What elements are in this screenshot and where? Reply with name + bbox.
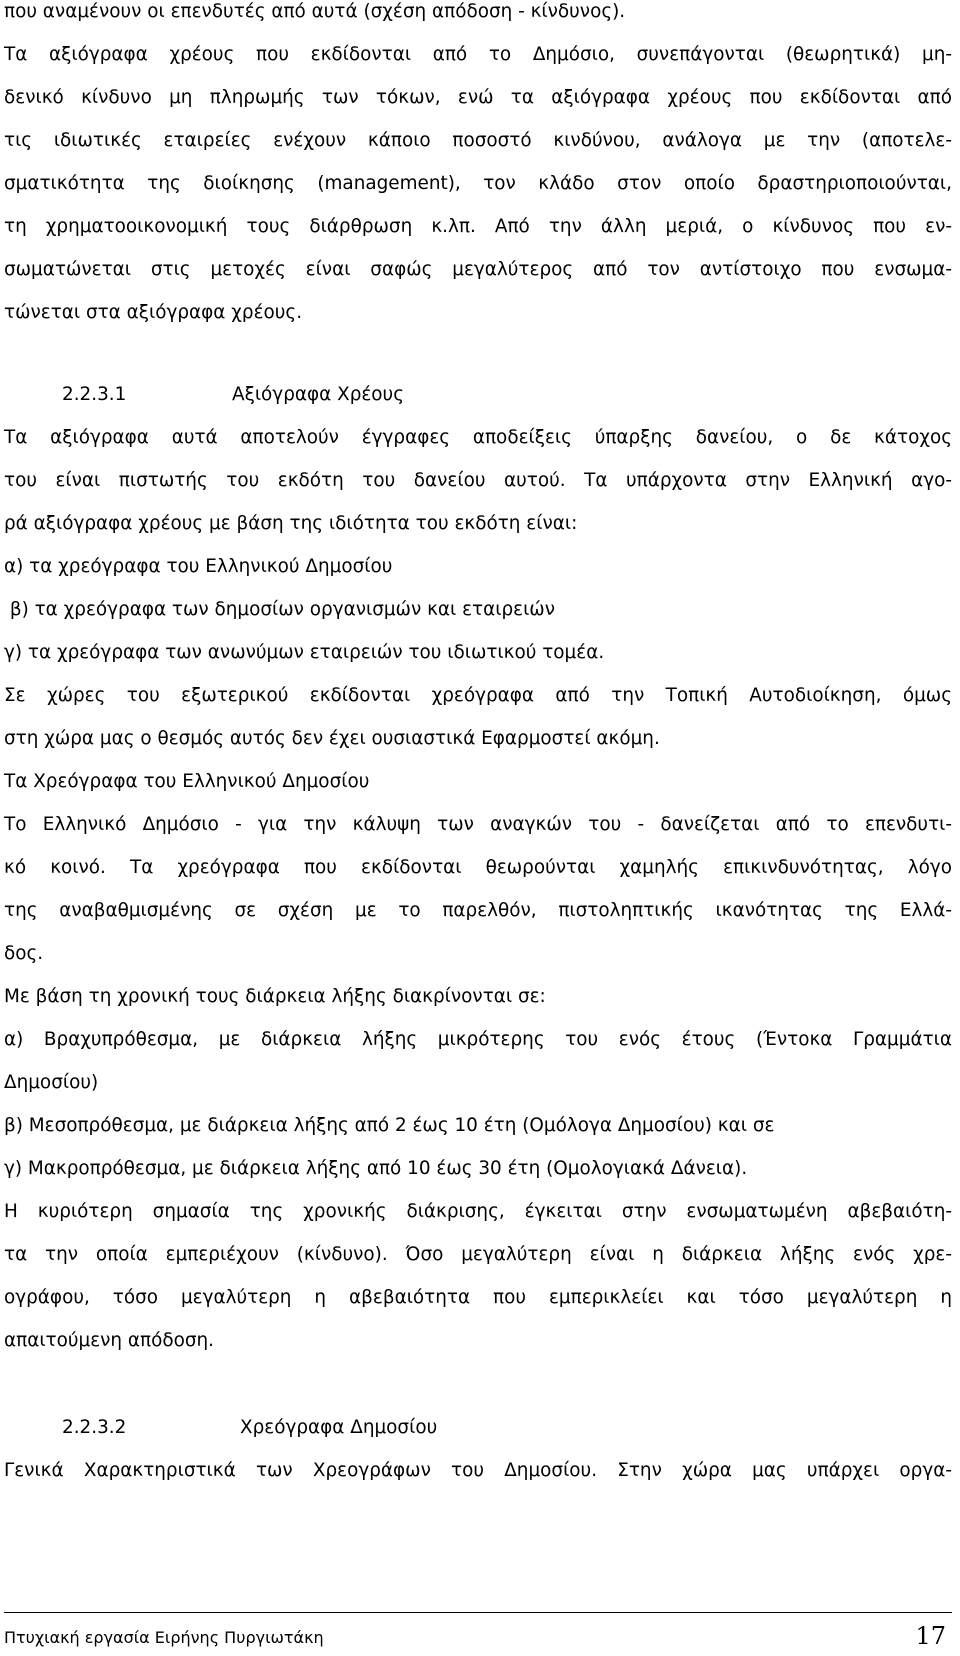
text-line: τη χρηματοοικονομική τους διάρθρωση κ.λπ. Από την άλλη μεριά, ο κίνδυνος που εν- xyxy=(4,216,952,237)
section-number: 2.2.3.1 xyxy=(62,384,127,405)
section-heading-2-2-3-2 xyxy=(4,1416,437,1440)
text-line: δος. xyxy=(4,943,44,964)
text-line: κό κοινό. Τα χρεόγραφα που εκδίδονται θεωρούνται χαμηλής επικινδυνότητας, λόγο xyxy=(4,857,952,878)
text-line: απαιτούμενη απόδοση. xyxy=(4,1330,215,1351)
list-item: γ) Μακροπρόθεσμα, με διάρκεια λήξης από 10 έως 30 έτη (Ομολογιακά Δάνεια). xyxy=(4,1158,748,1179)
text-line: του είναι πιστωτής του εκδότη του δανείου αυτού. Τα υπάρχοντα στην Ελληνική αγο- xyxy=(4,470,952,491)
text-line: της αναβαθμισμένης σε σχέση με το παρελθόν, πιστοληπτικής ικανότητας της Ελλά- xyxy=(4,900,952,921)
text-line: ρά αξιόγραφα χρέους με βάση της ιδιότητα του εκδότη είναι: xyxy=(4,513,578,534)
footer-author: Πτυχιακή εργασία Ειρήνης Πυργιωτάκη xyxy=(4,1628,324,1647)
list-item: Δημοσίου) xyxy=(4,1072,99,1093)
page-number: 17 xyxy=(915,1622,946,1650)
text-line: που αναμένουν οι επενδυτές από αυτά (σχέση απόδοση - κίνδυνος). xyxy=(4,1,626,22)
list-item: γ) τα χρεόγραφα των ανωνύμων εταιρειών του ιδιωτικού τομέα. xyxy=(4,642,605,663)
text-line: τις ιδιωτικές εταιρείες ενέχουν κάποιο ποσοστό κινδύνου, ανάλογα με την (αποτελε- xyxy=(4,130,952,151)
text-line: Σε χώρες του εξωτερικού εκδίδονται χρεόγραφα από την Τοπική Αυτοδιοίκηση, όμως xyxy=(4,685,952,706)
text-line: ογράφου, τόσο μεγαλύτερη η αβεβαιότητα που εμπερικλείει και τόσο μεγαλύτερη η xyxy=(4,1287,952,1308)
subsection-title: Τα Χρεόγραφα του Ελληνικού Δημοσίου xyxy=(4,771,370,792)
section-heading-2-2-3-1 xyxy=(4,383,404,407)
text-line: Τα αξιόγραφα χρέους που εκδίδονται από το Δημόσιο, συνεπάγονται (θεωρητικά) μη- xyxy=(4,44,952,65)
footer-rule xyxy=(4,1612,952,1613)
section-title: Αξιόγραφα Χρέους xyxy=(232,384,404,405)
text-line: Τα αξιόγραφα αυτά αποτελούν έγγραφες αποδείξεις ύπαρξης δανείου, ο δε κάτοχος xyxy=(4,427,952,448)
list-item: α) τα χρεόγραφα του Ελληνικού Δημοσίου xyxy=(4,556,393,577)
list-item: β) τα χρεόγραφα των δημοσίων οργανισμών και εταιρειών xyxy=(4,599,555,620)
text-line: Η κυριότερη σημασία της χρονικής διάκρισης, έγκειται στην ενσωματωμένη αβεβαιότη- xyxy=(4,1201,952,1222)
section-title: Χρεόγραφα Δημοσίου xyxy=(240,1417,438,1438)
text-line: Με βάση τη χρονική τους διάρκεια λήξης διακρίνονται σε: xyxy=(4,986,546,1007)
list-item: α) Βραχυπρόθεσμα, με διάρκεια λήξης μικρότερης του ενός έτους (Έντοκα Γραμμάτια xyxy=(4,1029,952,1050)
list-item: β) Μεσοπρόθεσμα, με διάρκεια λήξης από 2 έως 10 έτη (Ομόλογα Δημοσίου) και σε xyxy=(4,1115,775,1136)
text-line: σωματώνεται στις μετοχές είναι σαφώς μεγαλύτερος από τον αντίστοιχο που ενσωμα- xyxy=(4,259,952,280)
text-line: τα την οποία εμπεριέχουν (κίνδυνο). Όσο μεγαλύτερη είναι η διάρκεια λήξης ενός χρε- xyxy=(4,1244,952,1265)
section-number: 2.2.3.2 xyxy=(62,1417,127,1438)
text-line: Το Ελληνικό Δημόσιο - για την κάλυψη των αναγκών του - δανείζεται από το επενδυτι- xyxy=(4,814,952,835)
text-line: σματικότητα της διοίκησης (management), τον κλάδο στον οποίο δραστηριοποιούνται, xyxy=(4,173,952,194)
text-line: δενικό κίνδυνο μη πληρωμής των τόκων, ενώ τα αξιόγραφα χρέους που εκδίδονται από xyxy=(4,87,952,108)
text-line: στη χώρα μας ο θεσμός αυτός δεν έχει ουσιαστικά Εφαρμοστεί ακόμη. xyxy=(4,728,660,749)
text-line: Γενικά Χαρακτηριστικά των Χρεογράφων του Δημοσίου. Στην χώρα μας υπάρχει οργα- xyxy=(4,1460,952,1481)
text-line: τώνεται στα αξιόγραφα χρέους. xyxy=(4,302,303,323)
